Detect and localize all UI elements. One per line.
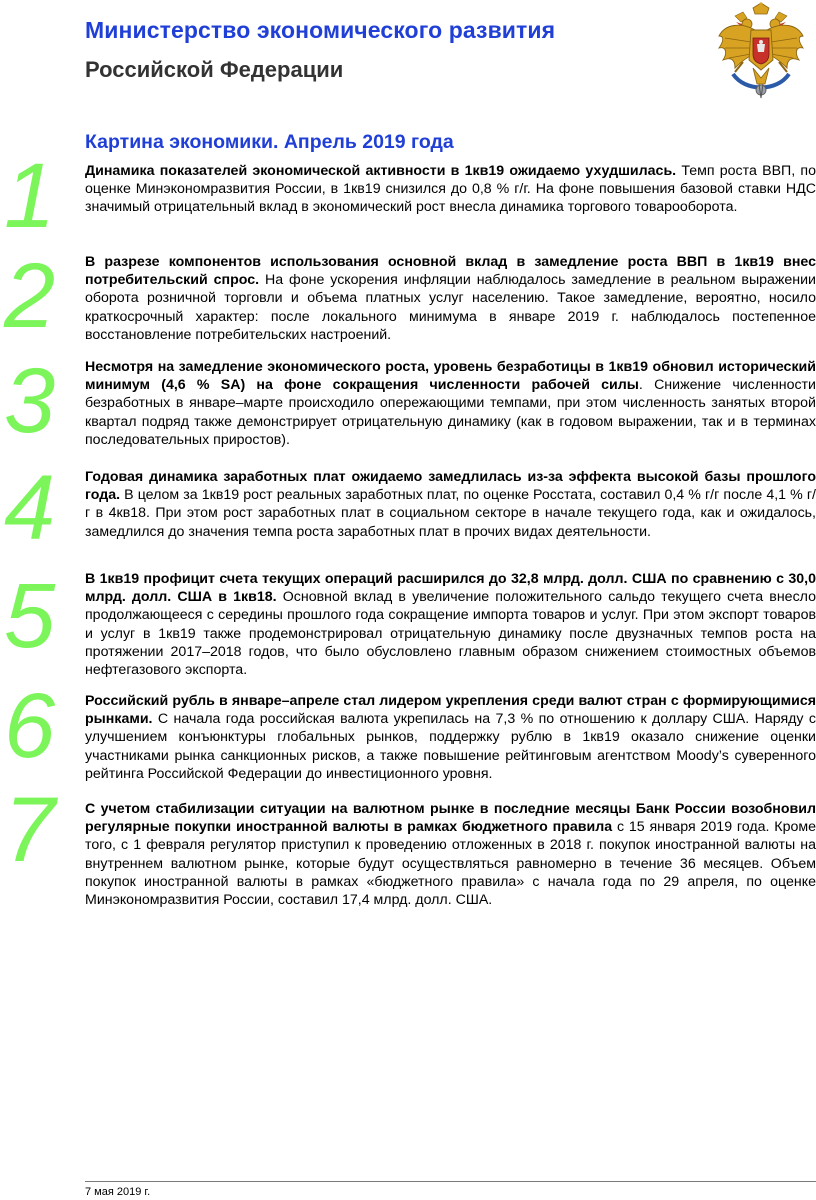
section-numbers <box>0 0 85 1200</box>
section-number-1: 1 <box>4 145 56 247</box>
section-number-6: 6 <box>4 675 56 777</box>
section-6-paragraph <box>85 692 816 783</box>
section-2-lead: В разрезе компонентов использования основной вклад в замедление роста ВВП в 1кв19 внес потребительский спрос. <box>85 254 816 289</box>
section-7-body: с 15 января 2019 года. Кроме того, с 1 февраля регулятор приступил к проведению отложенных в 2018 г. покупок иностранной валюты на внутреннем валютном рынке, которые будут осуществляться равномерно в течение 36 месяцев. Объем покупок иностранной валюты в рамках «бюджетного правила» с начала года по 29 апреля, по оценке Минэкономразвития России, составил 17,4 млрд. долл. США. <box>85 819 816 909</box>
ministry-title-line2: Российской Федерации <box>85 57 344 82</box>
section-3-paragraph <box>85 358 816 449</box>
section-5-lead: В 1кв19 профицит счета текущих операций расширился до 32,8 млрд. долл. США по сравнению с 30,0 млрд. долл. США в 1кв18. <box>85 571 816 606</box>
section-3-body: . Снижение численности безработных в январе–марте происходило опережающими темпами, при этом численность занятых второй квартал подряд также демонстрирует отрицательную динамику (как в годовом выражении, так и в терминах последовательных приростов). <box>85 377 816 448</box>
section-number-4: 4 <box>4 457 56 559</box>
section-2-paragraph <box>85 253 816 344</box>
footer-date: 7 мая 2019 г. <box>85 1186 151 1198</box>
section-4-body: В целом за 1кв19 рост реальных заработных плат, по оценке Росстата, составил 0,4 % г/г после 4,1 % г/г в 4кв18. При этом рост заработных плат в социальном секторе в начале текущего года, как и ожидалось, замедлился до значения темпа роста заработных плат в прочих видах деятельности. <box>85 487 816 540</box>
section-7-paragraph <box>85 800 816 909</box>
section-4-lead: Годовая динамика заработных плат ожидаемо замедлилась из-за эффекта высокой базы прошлого года. <box>85 469 816 504</box>
coat-of-arms-icon <box>715 2 807 100</box>
section-number-5: 5 <box>4 565 56 667</box>
section-1-lead: Динамика показателей экономической активности в 1кв19 ожидаемо ухудшилась. <box>85 163 677 179</box>
section-1-paragraph <box>85 162 816 217</box>
section-3-lead: Несмотря на замедление экономического роста, уровень безработицы в 1кв19 обновил исторический минимум (4,6 % SA) на фоне сокращения численности рабочей силы <box>85 359 816 394</box>
section-6-body: С начала года российская валюта укрепилась на 7,3 % по отношению к доллару США. Наряду с улучшением конъюнктуры глобальных рынков, поддержку рублю в 1кв19 оказало снижение оценки участниками рынка санкционных рисков, а также повышение рейтинговым агентством Moody’s суверенного рейтинга Российской Федерации до инвестиционного уровня. <box>85 711 816 782</box>
section-number-7: 7 <box>4 779 56 881</box>
ministry-title-line1: Министерство экономического развития <box>85 17 556 43</box>
section-4-paragraph <box>85 468 816 541</box>
section-number-2: 2 <box>4 245 56 347</box>
section-1-body: Темп роста ВВП, по оценке Минэкономразвития России, в 1кв19 снизился до 0,8 % г/г. На фоне повышения базовой ставки НДС значимый отрицательный вклад в экономический рост внесла динамика торгового товарооборота. <box>85 163 816 216</box>
footer-divider <box>85 1181 816 1182</box>
section-5-paragraph <box>85 570 816 679</box>
section-7-lead: С учетом стабилизации ситуации на валютном рынке в последние месяцы Банк России возобновил регулярные покупки иностранной валюты в рамках бюджетного правила <box>85 801 816 836</box>
document-title: Картина экономики. Апрель 2019 года <box>85 131 454 153</box>
section-6-lead: Российский рубль в январе–апреле стал лидером укрепления среди валют стран с формирующимися рынками. <box>85 693 816 728</box>
section-2-body: На фоне ускорения инфляции наблюдалось замедление в реальном выражении оборота розничной торговли и объема платных услуг населению. Такое замедление, вероятно, носило краткосрочный характер: после локального минимума в январе 2019 г. наблюдалось постепенное восстановление потребительских настроений. <box>85 272 816 343</box>
section-number-3: 3 <box>4 350 56 452</box>
section-5-body: Основной вклад в увеличение положительного сальдо текущего счета внесло продолжающееся с середины прошлого года сокращение импорта товаров и услуг. При этом экспорт товаров и услуг в 1кв19 также продемонстрировал отрицательную динамику после двузначных темпов роста на протяжении 2017–2018 годов, что было обусловлено главным образом снижением стоимостных объемов нефтегазового экспорта. <box>85 589 816 679</box>
